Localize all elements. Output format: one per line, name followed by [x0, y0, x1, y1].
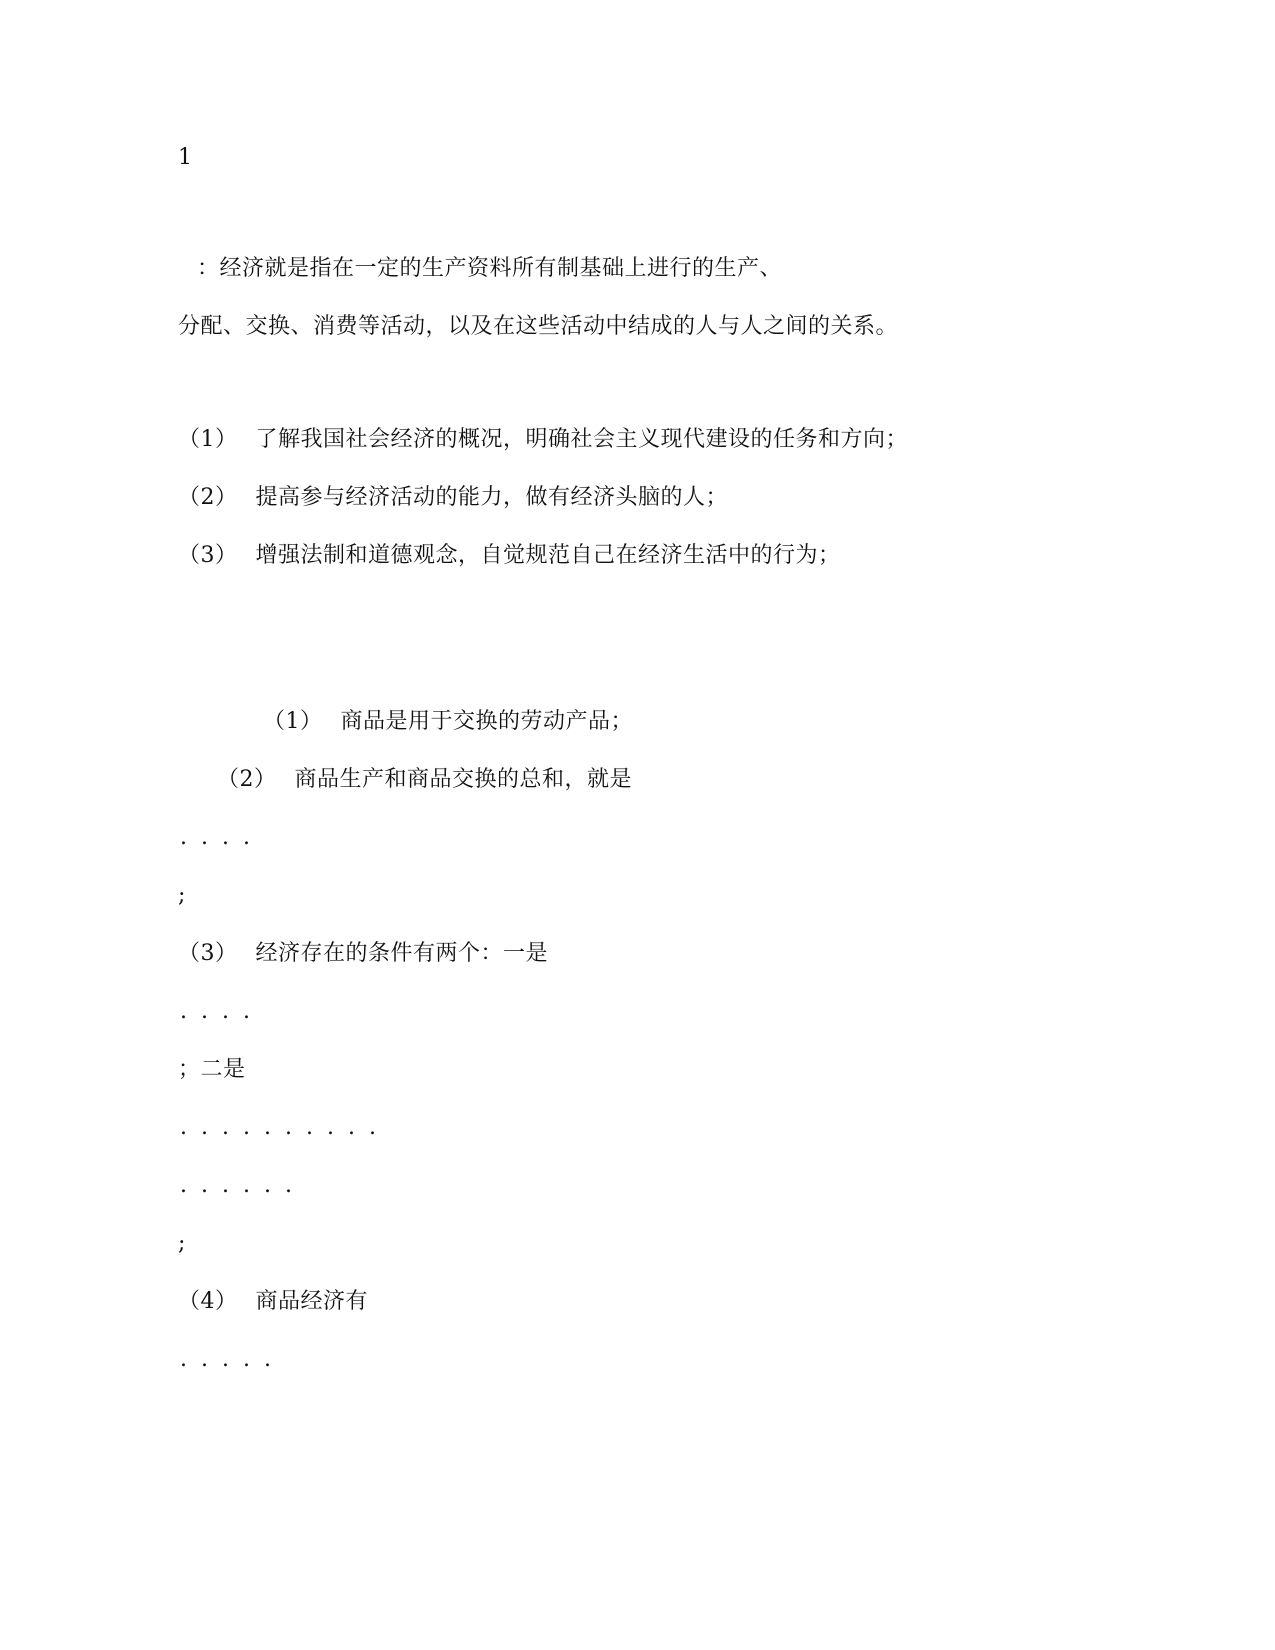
- point-number: （4）: [178, 1289, 238, 1314]
- goal-text: 提高参与经济活动的能力，做有经济头脑的人；: [255, 485, 729, 510]
- goal-item-2: [178, 483, 728, 513]
- blank-dots: ..........: [180, 1115, 390, 1140]
- page-number: 1: [178, 145, 193, 170]
- point-number: （3）: [178, 941, 238, 966]
- point-text: 商品经济有: [255, 1289, 369, 1314]
- semicolon: ;: [178, 883, 186, 908]
- goal-text: 了解我国社会经济的概况，明确社会主义现代建设的任务和方向；: [255, 427, 909, 452]
- goal-number: （3）: [178, 543, 238, 568]
- definition-line-1: ：经济就是指在一定的生产资料所有制基础上进行的生产、: [197, 256, 783, 281]
- point-number: （1）: [263, 709, 323, 734]
- point-item-1: [263, 707, 633, 737]
- point-text: 经济存在的条件有两个：一是: [255, 941, 549, 966]
- point-text: 商品是用于交换的劳动产品；: [340, 709, 634, 734]
- blank-dots: ....: [180, 825, 264, 850]
- goal-item-3: [178, 541, 841, 571]
- goal-text: 增强法制和道德观念，自觉规范自己在经济生活中的行为；: [255, 543, 841, 568]
- definition-line-2: 分配、交换、消费等活动，以及在这些活动中结成的人与人之间的关系。: [178, 314, 899, 339]
- blank-dots: ....: [180, 999, 264, 1024]
- point-number: （2）: [217, 767, 277, 792]
- second-condition: ；二是: [178, 1057, 246, 1082]
- point-item-2: [217, 765, 632, 795]
- point-item-3: [178, 939, 548, 969]
- goal-number: （2）: [178, 485, 238, 510]
- semicolon: ;: [178, 1231, 186, 1256]
- blank-dots: ......: [180, 1173, 306, 1198]
- goal-item-1: [178, 425, 908, 455]
- point-item-4: [178, 1287, 368, 1317]
- point-text: 商品生产和商品交换的总和，就是: [294, 767, 633, 792]
- blank-dots: .....: [180, 1347, 285, 1372]
- goal-number: （1）: [178, 427, 238, 452]
